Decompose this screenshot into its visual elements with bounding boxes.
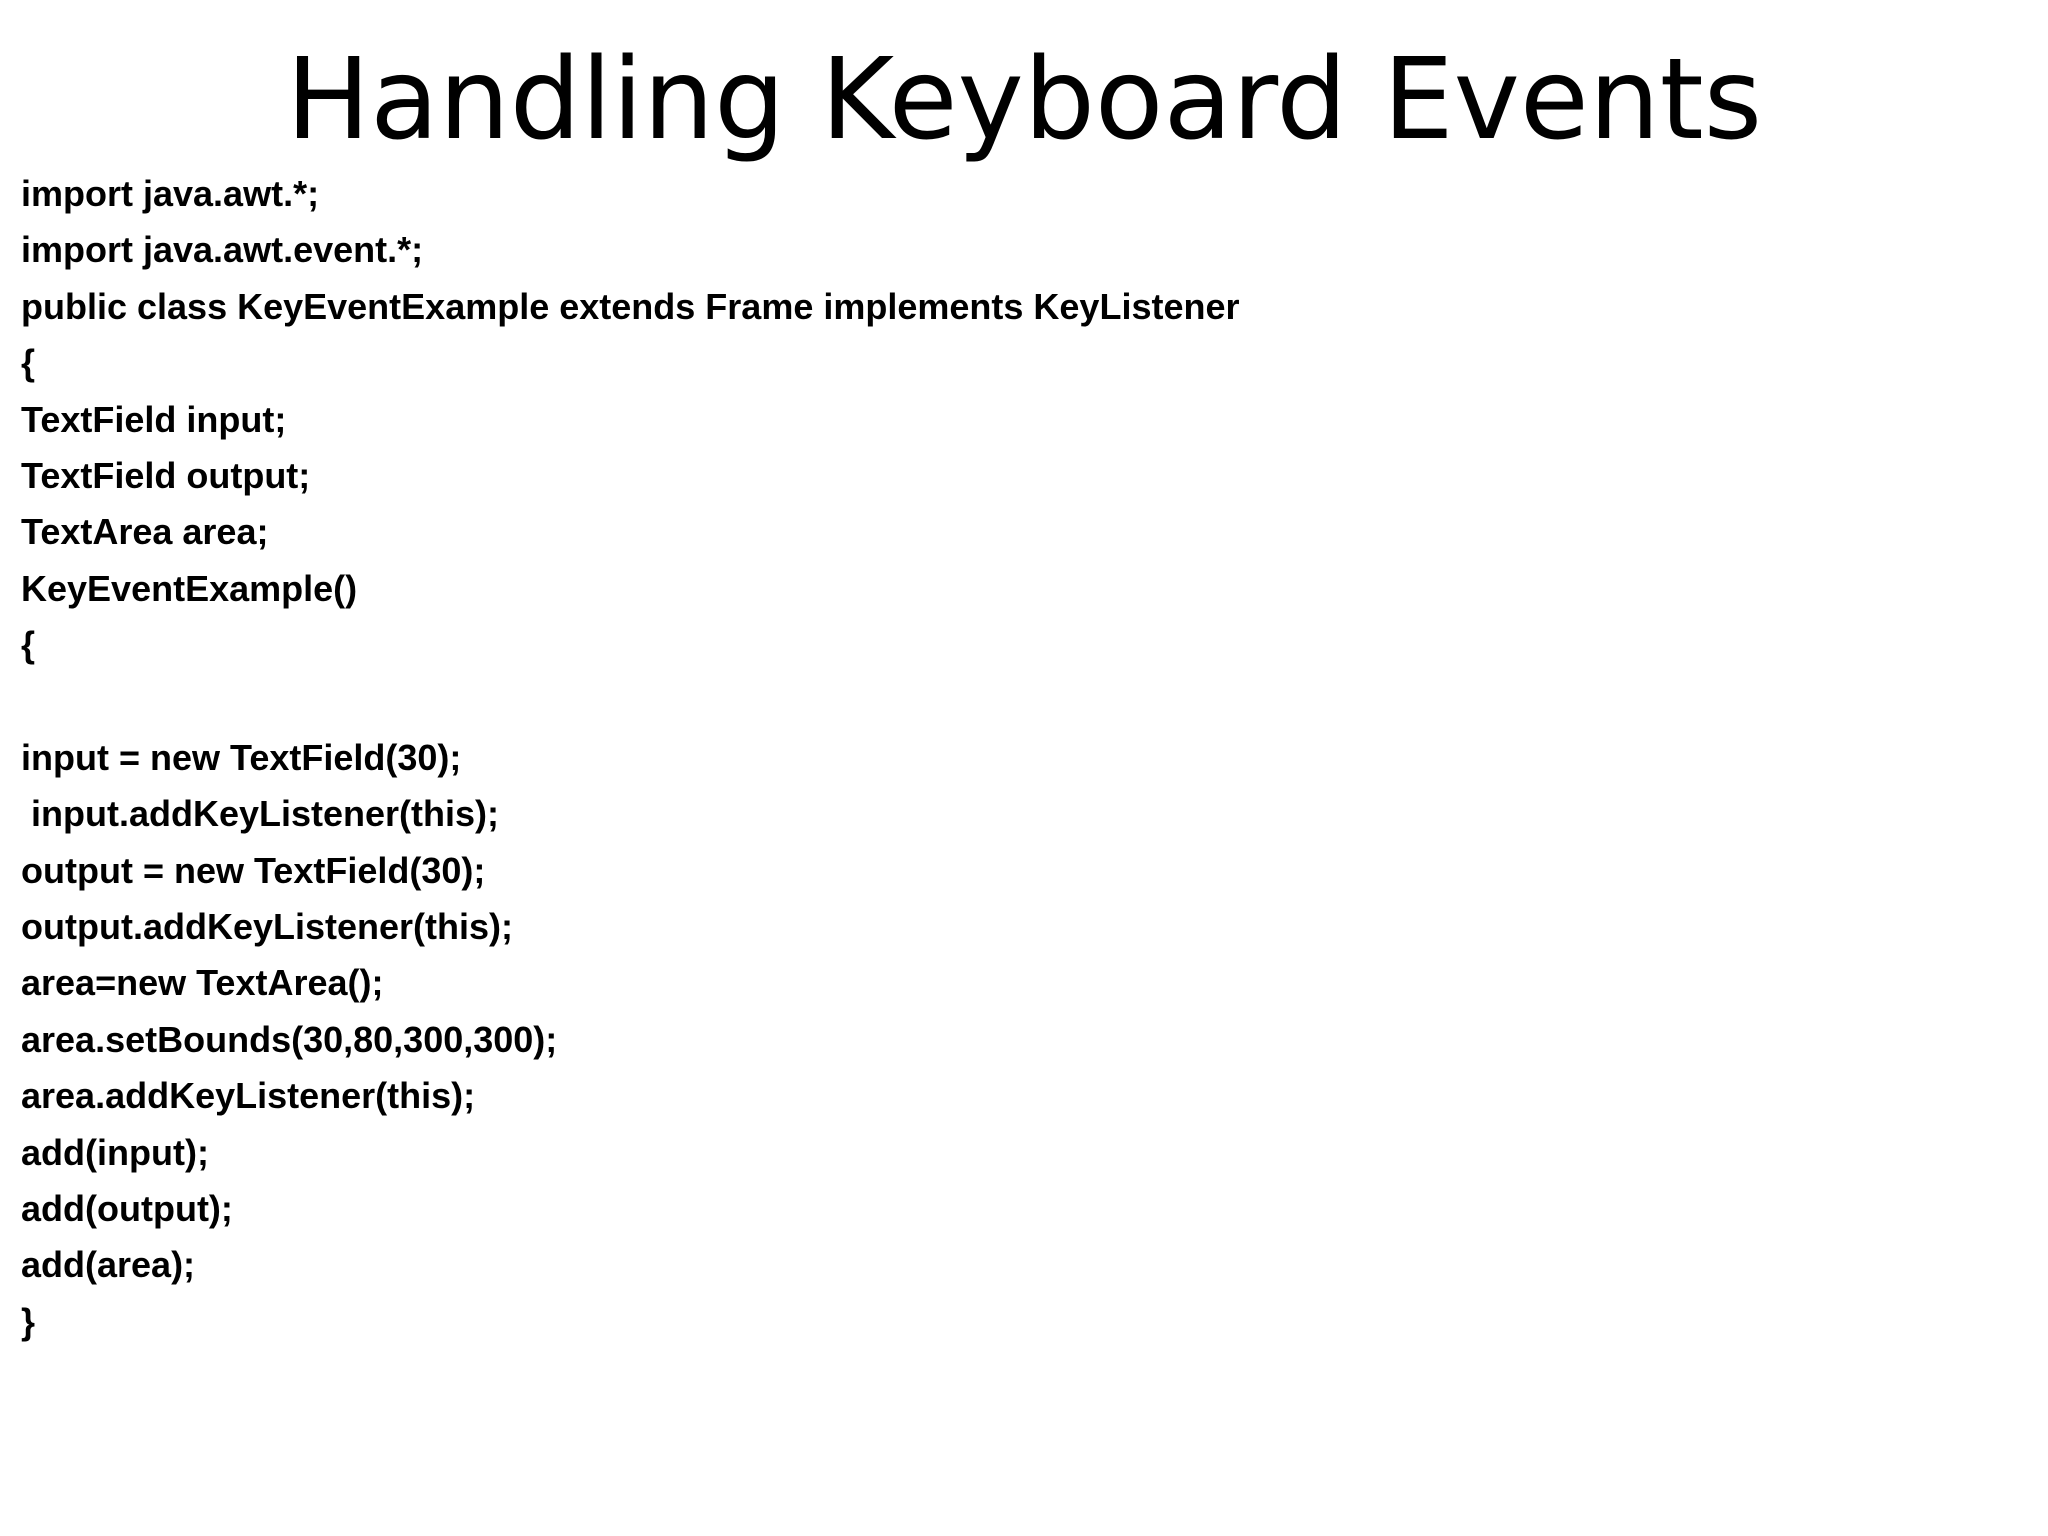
code-line: import java.awt.*; [21, 173, 320, 214]
code-line: TextField input; [21, 398, 287, 440]
code-line: input = new TextField(30); [21, 736, 462, 778]
slide-title: Handling Keyboard Events [285, 35, 1763, 165]
code-line: TextField output; [21, 454, 311, 496]
code-line: { [21, 624, 36, 666]
code-line: output = new TextField(30); [21, 849, 486, 891]
code-line: area=new TextArea(); [21, 962, 384, 1004]
code-line: add(area); [21, 1244, 196, 1286]
code-line: output.addKeyListener(this); [21, 906, 513, 948]
code-line: add(input); [21, 1131, 209, 1173]
code-line: { [21, 342, 36, 384]
code-line: input.addKeyListener(this); [21, 793, 500, 835]
code-line: public class KeyEventExample extends Frame implements KeyListener [21, 285, 1240, 327]
code-line: KeyEventExample() [21, 567, 358, 609]
code-line: area.setBounds(30,80,300,300); [21, 1018, 558, 1060]
blank-line [21, 674, 2001, 730]
code-line: import java.awt.event.*; [21, 229, 424, 271]
code-line: TextArea area; [21, 511, 269, 553]
code-block [21, 166, 2001, 1350]
code-line: area.addKeyListener(this); [21, 1075, 476, 1117]
code-line: } [21, 1300, 36, 1342]
code-line: add(output); [21, 1188, 233, 1230]
